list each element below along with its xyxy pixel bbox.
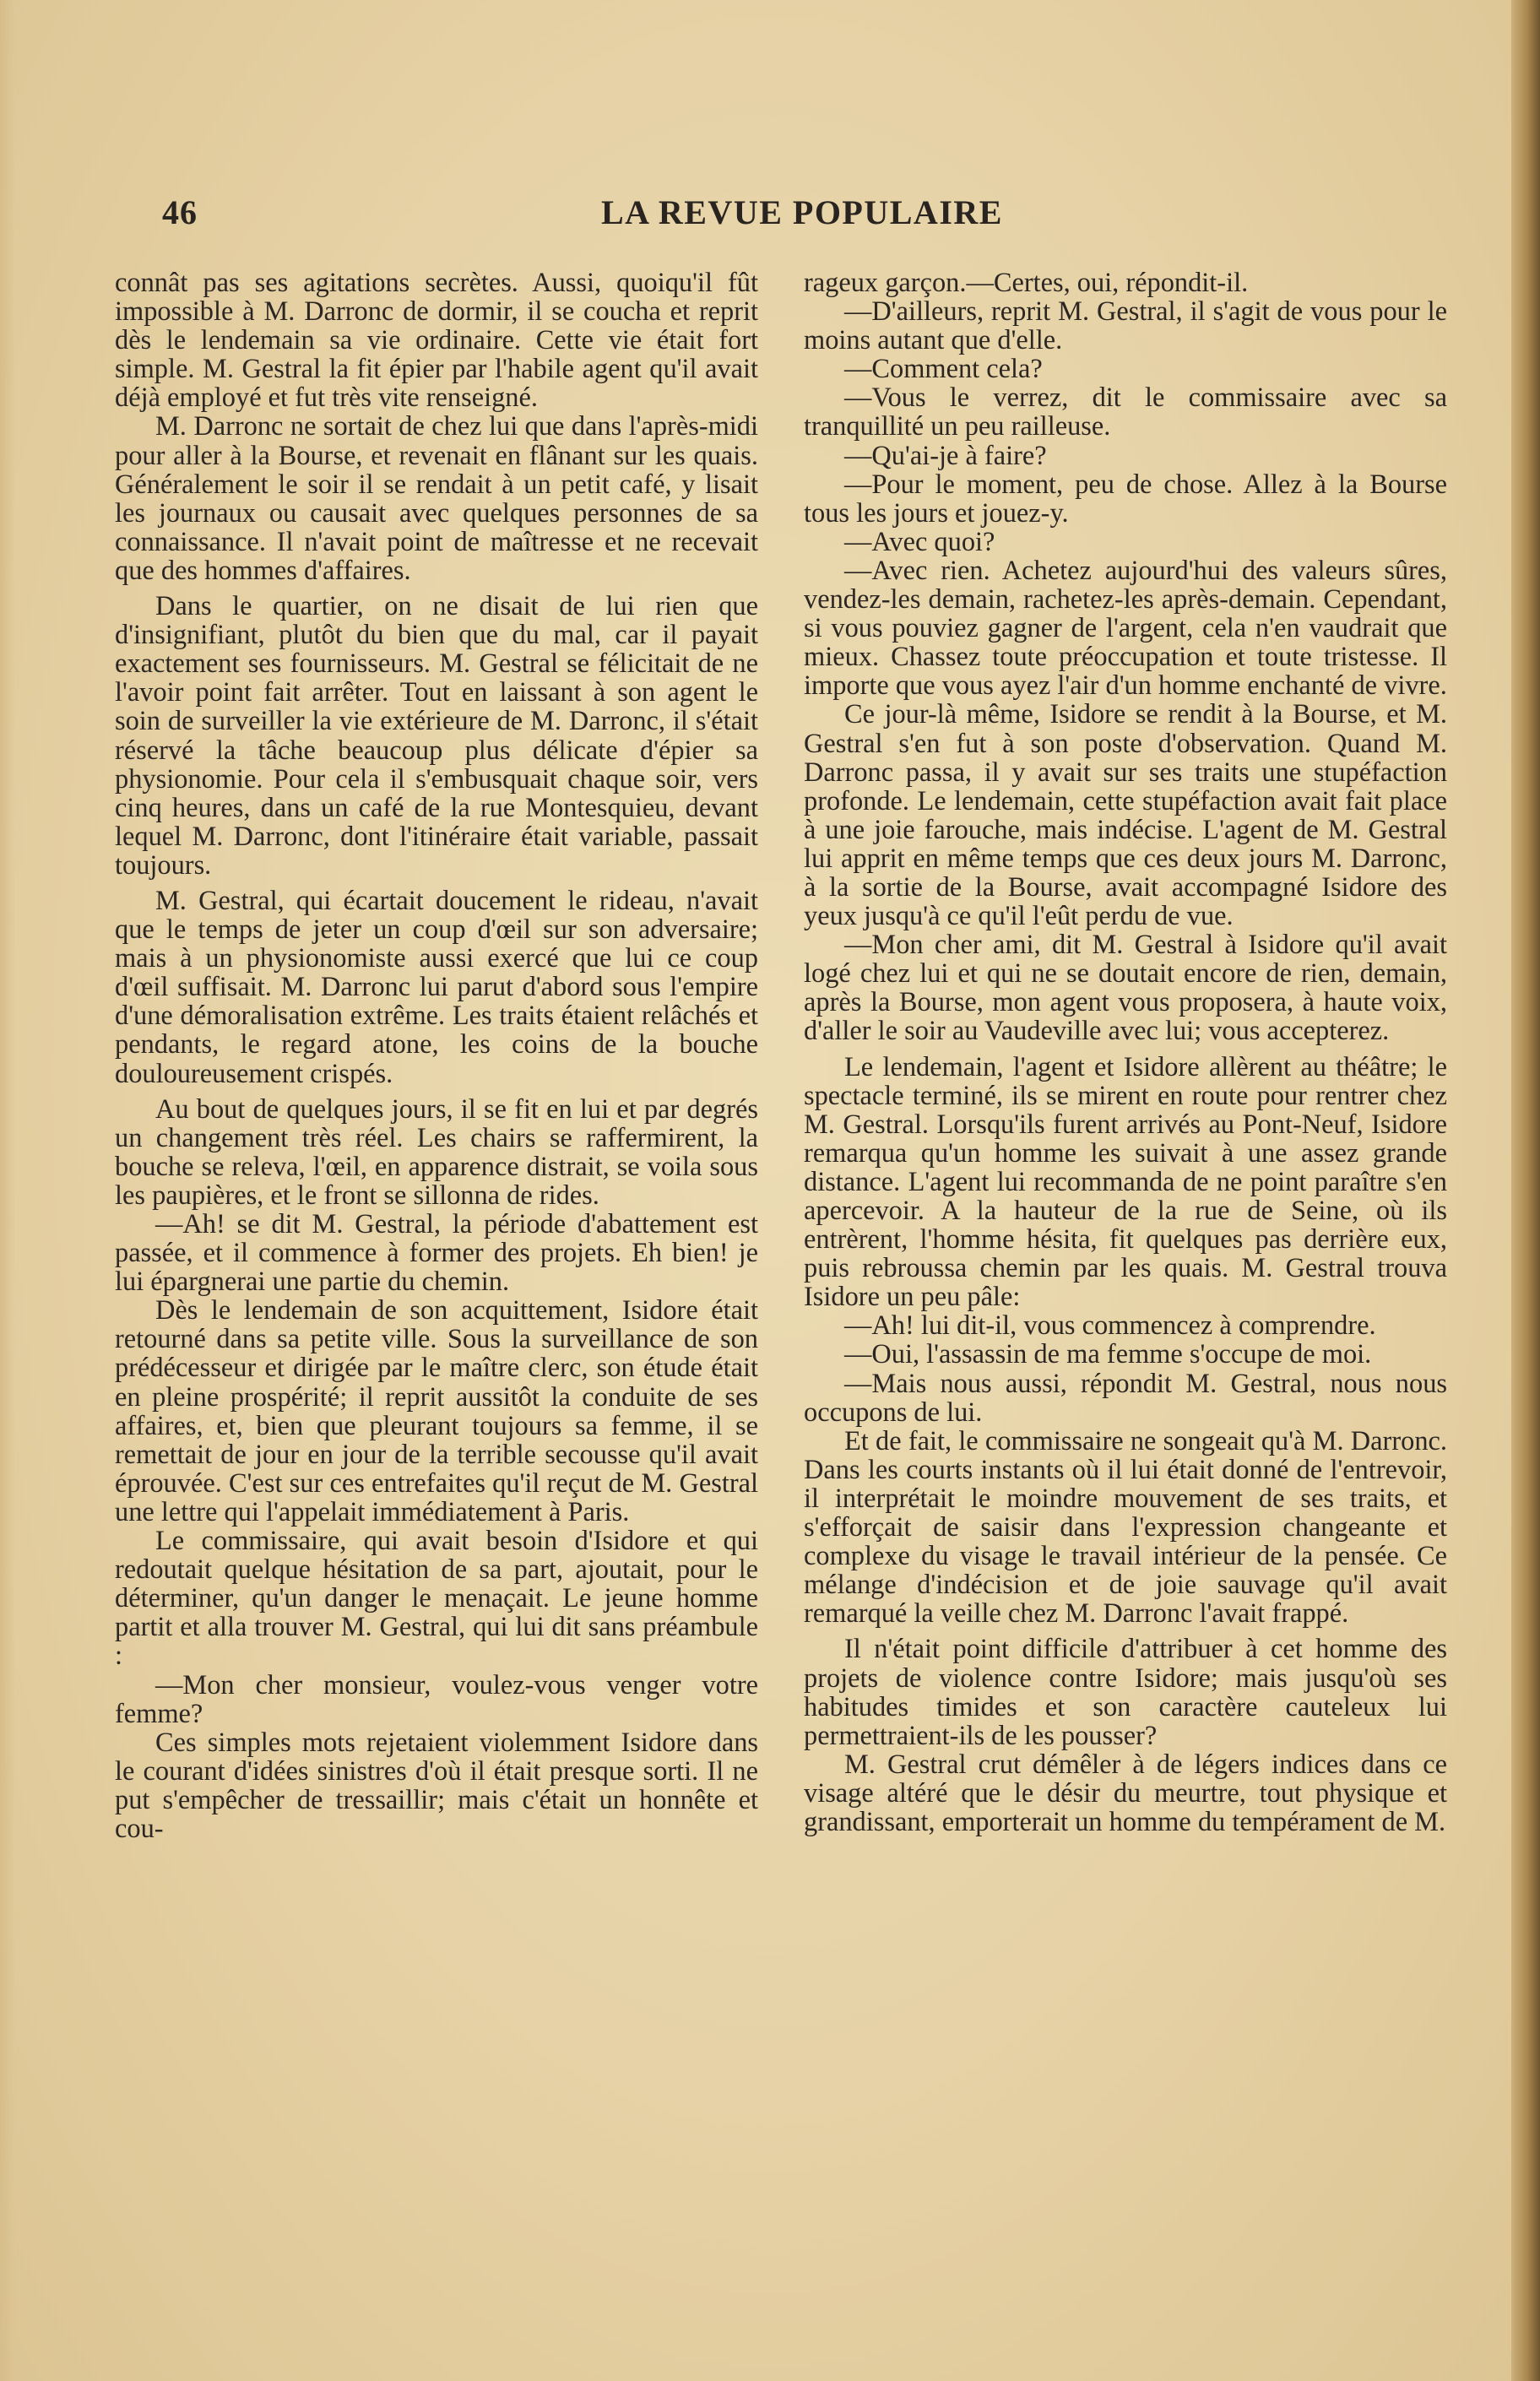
paragraph: rageux garçon.—Certes, oui, répondit-il. [804, 268, 1249, 298]
paragraph: Dans le quartier, on ne disait de lui rien que d'insignifiant, plutôt du bien que du mal, car il payait exactement ses fournisseurs. M. Gestral se félicitait de ne l'avoir point fait arrêter. Tout en laissant à son agent le soin de surveiller la vie extérieure de M. Darronc, il s'était réservé la tâche beaucoup plus délicate d'épier sa physionomie. Pour cela il s'embusquait chaque soir, vers cinq heures, dans un café de la rue Montesquieu, devant lequel M. Darronc, dont l'itinéraire était variable, passait toujours. [115, 591, 758, 881]
paragraph: —Qu'ai-je à faire? [844, 440, 1047, 471]
paragraph: M. Gestral crut démêler à de légers indices dans ce visage altéré que le désir du meurtre, tout physique et grandissant, emporterait un homme du tempérament de M. [804, 1749, 1447, 1837]
paragraph: —Mais nous aussi, répondit M. Gestral, nous nous occupons de lui. [804, 1368, 1447, 1428]
paragraph: —Oui, l'assassin de ma femme s'occupe de moi. [844, 1339, 1372, 1370]
paragraph: Ce jour-là même, Isidore se rendit à la Bourse, et M. Gestral s'en fut à son poste d'observation. Quand M. Darronc passa, il y avait sur ses traits une stupéfaction profonde. Le lendemain, cette stupéfaction avait fait place à une joie farouche, mais indécise. L'agent de M. Gestral lui apprit en même temps que ces deux jours M. Darronc, à la sortie de la Bourse, avait accompagné Isidore des yeux jusqu'à ce qu'il l'eût perdu de vue. [804, 699, 1447, 932]
paragraph: —D'ailleurs, reprit M. Gestral, il s'agit de vous pour le moins autant que d'elle. [804, 296, 1447, 356]
running-header [162, 193, 1445, 243]
paragraph: —Avec rien. Achetez aujourd'hui des valeurs sûres, vendez-les demain, rachetez-les après-demain. Cependant, si vous pouviez gagner de l'argent, cela n'en vaudrait que mieux. Chassez toute préoccupation et toute tristesse. Il importe que vous ayez l'air d'un homme enchanté de vivre. [804, 555, 1447, 702]
paragraph: Et de fait, le commissaire ne songeait qu'à M. Darronc. Dans les courts instants où il lui était donné de l'entrevoir, il interprétait le moindre mouvement de ses traits, et s'efforçait de saisir dans l'expression changeante et complexe du visage le travail intérieur de la pensée. Ce mélange d'indécision et de joie sauvage qu'il avait remarqué la veille chez M. Darronc l'avait frappé. [804, 1425, 1447, 1630]
paragraph: Dès le lendemain de son acquittement, Isidore était retourné dans sa petite ville. Sous la surveillance de son prédécesseur et dirigée par le maître clerc, son étude était en pleine prospérité; il reprit aussitôt la conduite de ses affaires, et, bien que pleurant toujours sa femme, il se remettait de jour en jour de la terrible secousse qu'il avait éprouvée. C'est sur ces entrefaites qu'il reçut de M. Gestral une lettre qui l'appelait immédiatement à Paris. [115, 1295, 758, 1527]
left-column [115, 268, 758, 1843]
paragraph: —Mon cher ami, dit M. Gestral à Isidore qu'il avait logé chez lui et qui ne se doutait encore de rien, demain, après la Bourse, mon agent vous proposera, à haute voix, d'aller le soir au Vaudeville avec lui; vous accepterez. [804, 930, 1447, 1047]
running-title: LA REVUE POPULAIRE [601, 193, 1003, 231]
paragraph: —Ah! lui dit-il, vous commencez à comprendre. [844, 1310, 1376, 1342]
paragraph: Le commissaire, qui avait besoin d'Isidore et qui redoutait quelque hésitation de sa part, ajoutait, pour le déterminer, qu'un danger le menaçait. Le jeune homme partit et alla trouver M. Gestral, qui lui dit sans préambule : [115, 1526, 758, 1672]
paragraph: —Ah! se dit M. Gestral, la période d'abattement est passée, et il commence à former des projets. Eh bien! je lui épargnerai une partie du chemin. [115, 1209, 758, 1298]
paragraph: —Pour le moment, peu de chose. Allez à la Bourse tous les jours et jouez-y. [804, 469, 1447, 529]
paragraph: M. Gestral, qui écartait doucement le rideau, n'avait que le temps de jeter un coup d'œil sur son adversaire; mais à un physionomiste aussi exercé que lui ce coup d'œil suffisait. M. Darronc lui parut d'abord sous l'empire d'une démoralisation extrême. Les traits étaient relâchés et pendants, le regard atone, les coins de la bouche douloureusement crispés. [115, 885, 758, 1089]
page-gutter-shadow [0, 0, 15, 2381]
right-column [804, 268, 1447, 1836]
paragraph: —Comment cela? [844, 354, 1043, 385]
paragraph: Ces simples mots rejetaient violemment Isidore dans le courant d'idées sinistres d'où il était presque sorti. Il ne put s'empêcher de tressaillir; mais c'était un honnête et cou- [115, 1727, 758, 1844]
paragraph: M. Darronc ne sortait de chez lui que dans l'après-midi pour aller à la Bourse, et revenait en flânant sur les quais. Généralement le soir il se rendait à un petit café, y lisait les journaux ou causait avec quelques personnes de sa connaissance. Il n'avait point de maîtresse et ne recevait que des hommes d'affaires. [115, 411, 758, 586]
paragraph: Au bout de quelques jours, il se fit en lui et par degrés un changement très réel. Les chairs se raffermirent, la bouche se releva, l'œil, en apparence distrait, se voila sous les paupières, et le front se sillonna de rides. [115, 1093, 758, 1211]
paragraph: connât pas ses agitations secrètes. Aussi, quoiqu'il fût impossible à M. Darronc de dormir, il se coucha et reprit dès le lendemain sa vie ordinaire. Cette vie était fort simple. M. Gestral la fit épier par l'habile agent qu'il avait déjà employé et fut très vite renseigné. [115, 268, 758, 414]
page-edge [1511, 0, 1540, 2381]
paragraph: Il n'était point difficile d'attribuer à cet homme des projets de violence contre Isidore; mais jusqu'où ses habitudes timides et son caractère cauteleux lui permettraient-ils de les pousser? [804, 1634, 1447, 1751]
paragraph: —Vous le verrez, dit le commissaire avec sa tranquillité un peu railleuse. [804, 382, 1447, 442]
paragraph: Le lendemain, l'agent et Isidore allèrent au théâtre; le spectacle terminé, ils se mirent en route pour rentrer chez M. Gestral. Lorsqu'ils furent arrivés au Pont-Neuf, Isidore remarqua qu'un homme les suivait à une assez grande distance. L'agent lui recommanda de ne point paraître s'en apercevoir. A la hauteur de la rue de Seine, où ils entrèrent, l'homme hésita, fit quelques pas derrière eux, puis rebroussa chemin par les quais. M. Gestral trouva Isidore un peu pâle: [804, 1051, 1447, 1313]
page-number: 46 [162, 193, 198, 231]
paragraph: —Avec quoi? [844, 526, 995, 557]
paragraph: —Mon cher monsieur, voulez-vous venger votre femme? [115, 1669, 758, 1729]
